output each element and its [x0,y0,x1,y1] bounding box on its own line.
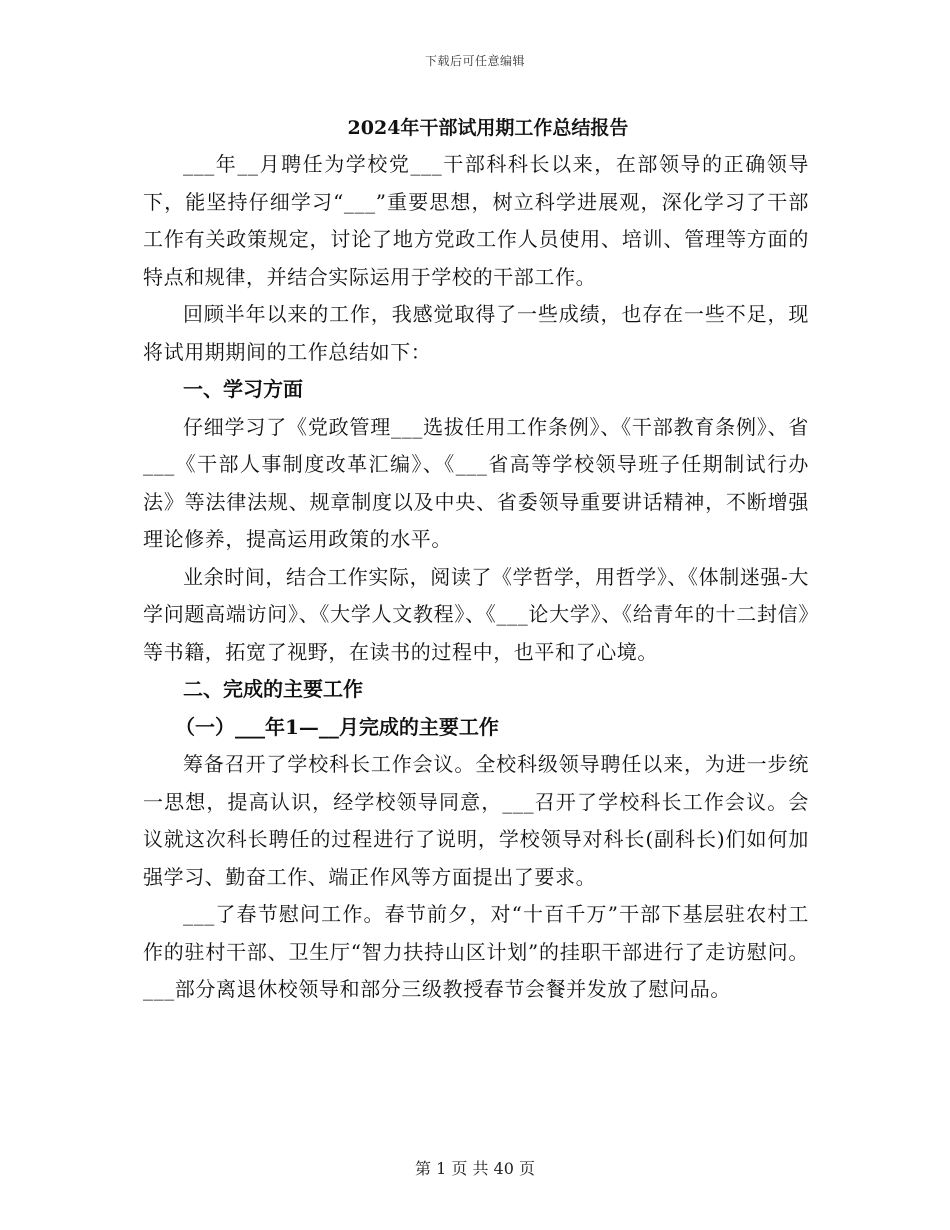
paragraph-meeting: 筹备召开了学校科长工作会议。全校科级领导聘任以来，为进一步统一思想，提高认识，经学校领导同意，___召开了学校科长工作会议。会议就这次科长聘任的过程进行了说明，学校领导对科长(副科长)们如何加强学习、勤奋工作、端正作风等方面提出了要求。 [143,752,809,889]
page-footer: 第 1 页 共 40 页 [415,1159,535,1178]
document-body [143,114,809,1009]
document-title: 2024年干部试用期工作总结报告 [347,117,629,139]
header-note: 下载后可任意编辑 [424,54,525,68]
paragraph-study-regulations: 仔细学习了《党政管理___选拔任用工作条例》、《干部教育条例》、省___《干部人事制度改革汇编》、《___省高等学校领导班子任期制试行办法》等法律法规、规章制度以及中央、省委领导重要讲话精神，不断增强理论修养，提高运用政策的水平。 [143,414,809,551]
section-heading-study: 一、学习方面 [183,377,303,401]
paragraph-intro: ___年__月聘任为学校党___干部科科长以来，在部领导的正确领导下，能坚持仔细学习“___”重要思想，树立科学进展观，深化学习了干部工作有关政策规定，讨论了地方党政工作人员使用、培训、管理等方面的特点和规律，并结合实际运用于学校的干部工作。 [143,152,809,289]
paragraph-study-reading: 业余时间，结合工作实际，阅读了《学哲学，用哲学》、《体制迷强-大学问题高端访问》、《大学人文教程》、《___论大学》、《给青年的十二封信》等书籍，拓宽了视野，在读书的过程中，也平和了心境。 [143,564,809,664]
paragraph-review: 回顾半年以来的工作，我感觉取得了一些成绩，也存在一些不足，现将试用期期间的工作总结如下： [143,302,809,364]
section-heading-main-work: 二、完成的主要工作 [183,677,363,701]
subsection-heading-period: （一）___年1—__月完成的主要工作 [175,714,499,739]
paragraph-spring-festival: ___了春节慰问工作。春节前夕，对“十百千万”干部下基层驻农村工作的驻村干部、卫生厅“智力扶持山区计划”的挂职干部进行了走访慰问。___部分离退休校领导和部分三级教授春节会餐并发放了慰问品。 [143,902,809,1001]
